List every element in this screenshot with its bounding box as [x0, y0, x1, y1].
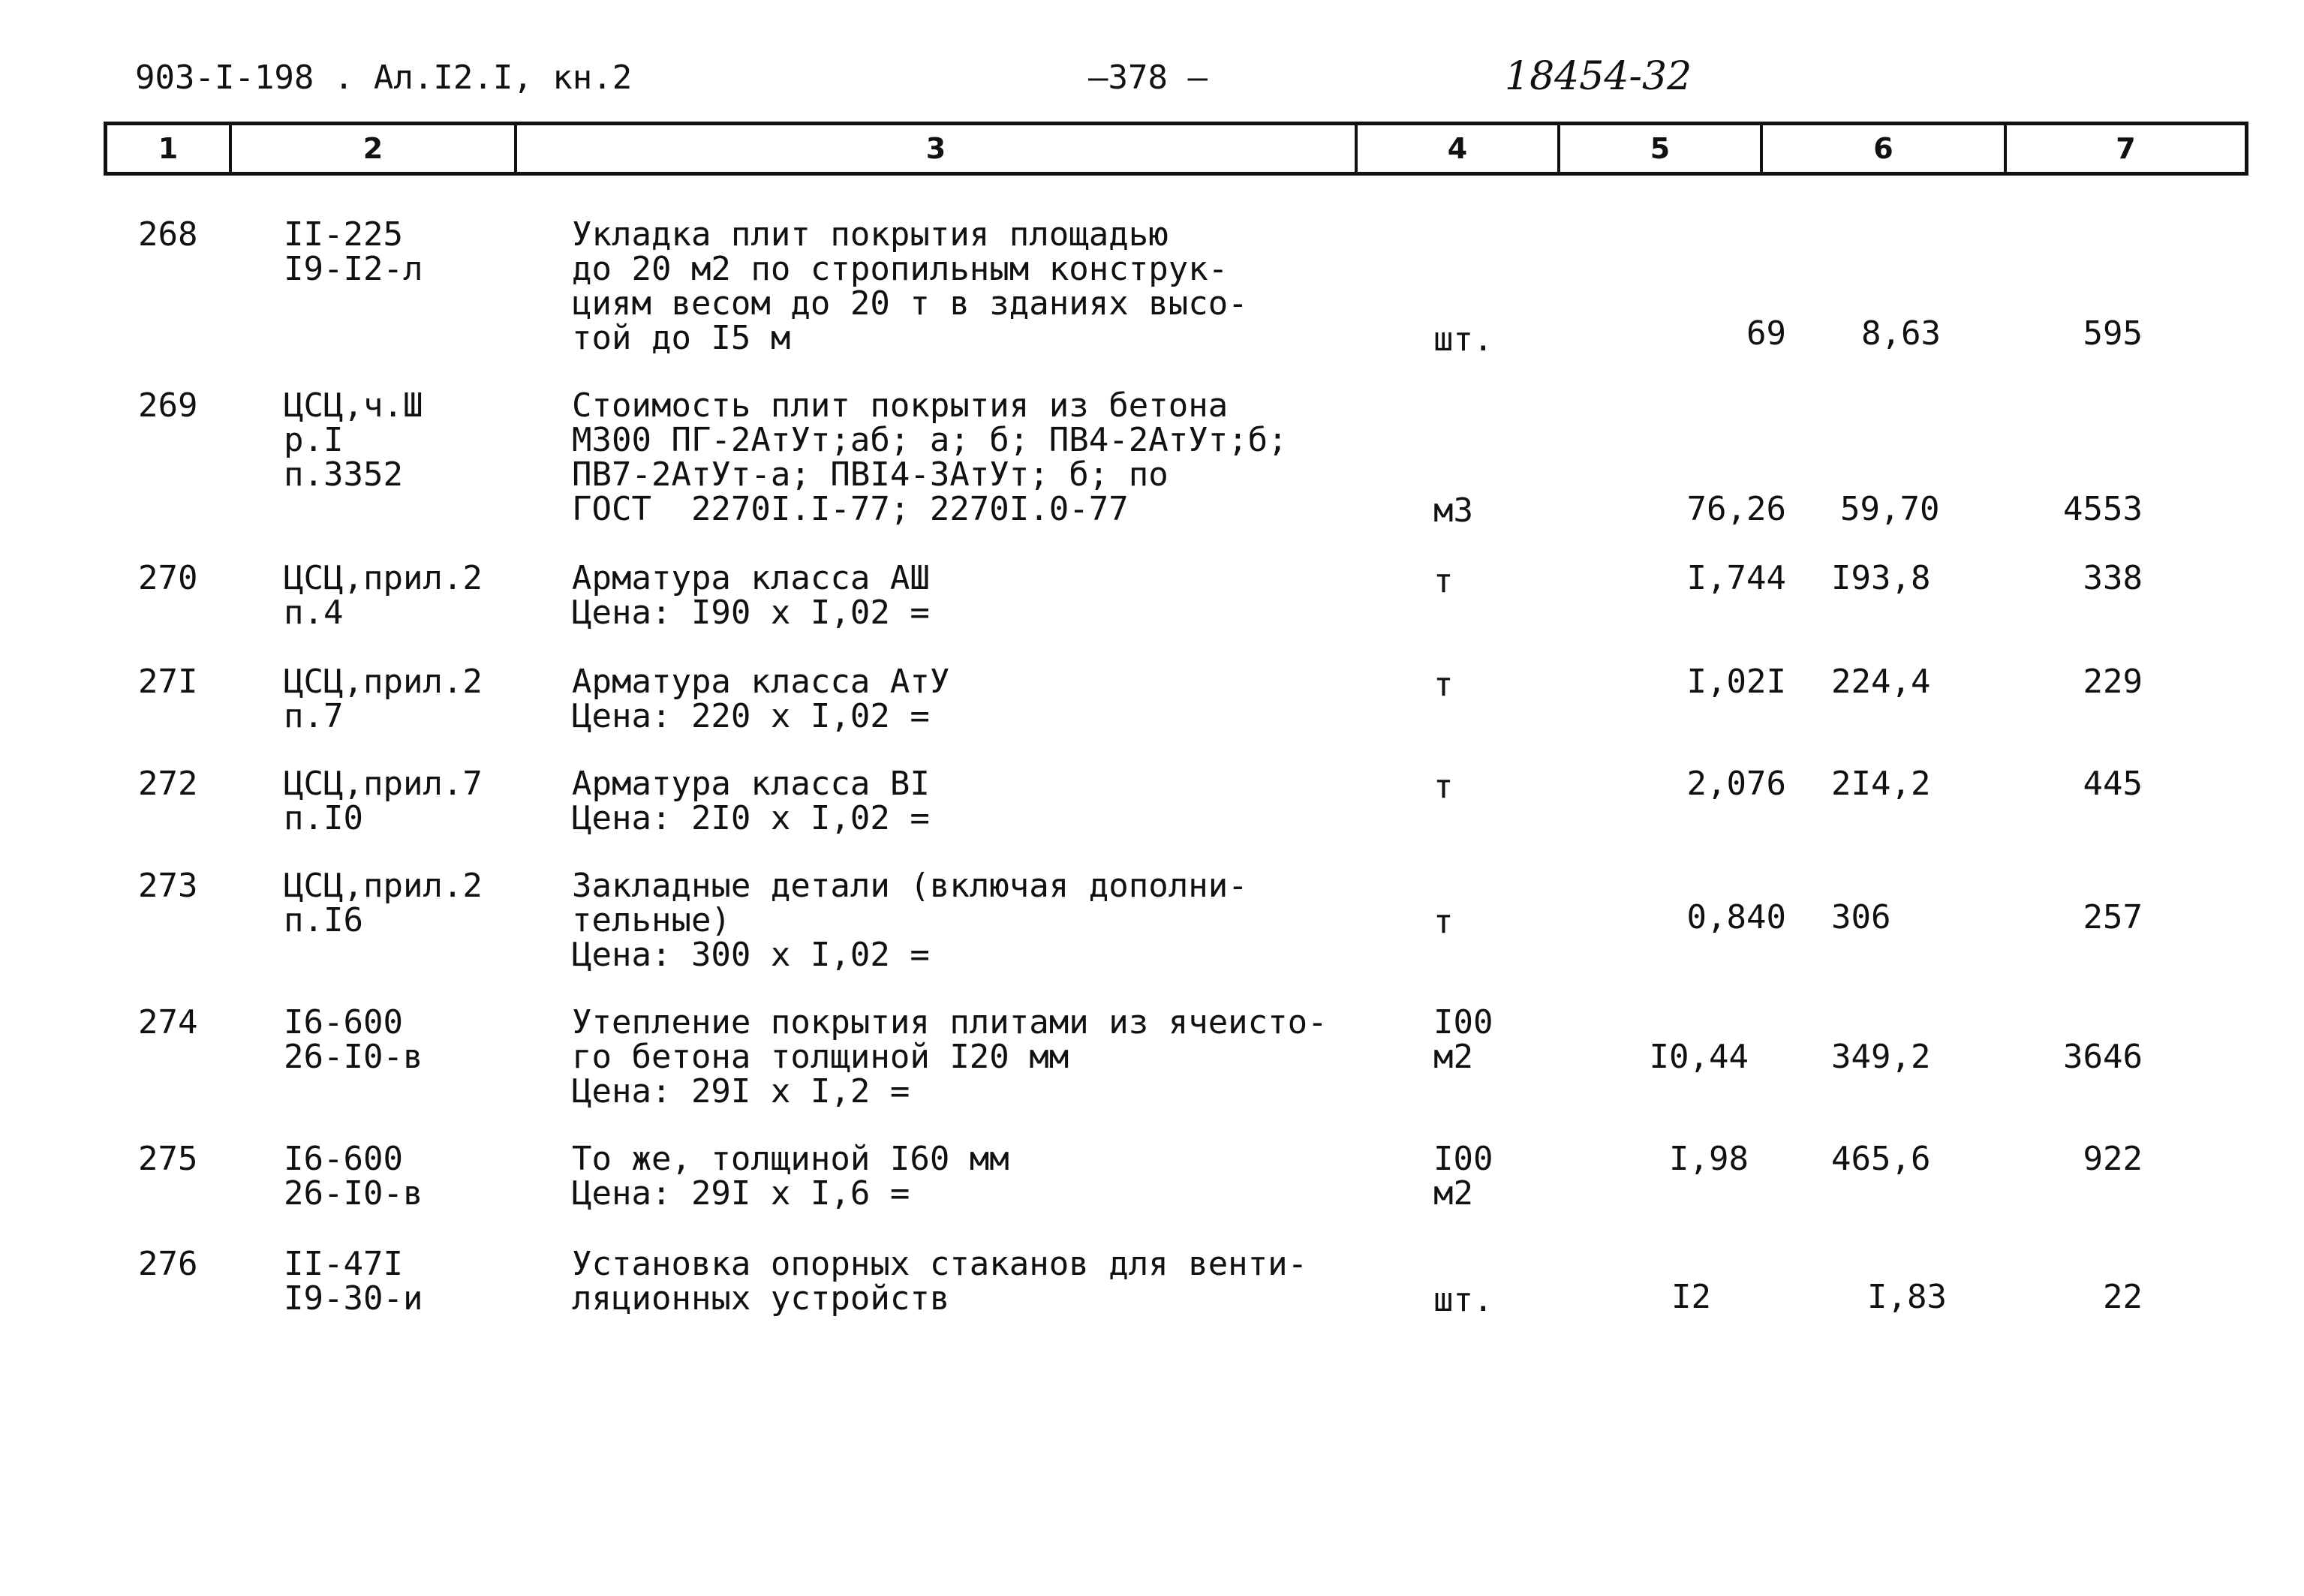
- row-total: 338: [2083, 559, 2143, 597]
- column-header-4: 4: [1358, 125, 1560, 172]
- row-total: 257: [2083, 898, 2143, 936]
- row-price: 8,63: [1861, 314, 1941, 353]
- column-header-2: 2: [232, 125, 517, 172]
- row-number: 273: [138, 867, 198, 905]
- row-quantity: I,02I: [1686, 663, 1786, 701]
- row-quantity: 69: [1746, 314, 1786, 353]
- row-quantity: I2: [1671, 1278, 1711, 1316]
- column-header-row: [104, 122, 2248, 176]
- row-number: 276: [138, 1245, 198, 1283]
- row-number: 268: [138, 215, 198, 254]
- column-header-1: 1: [107, 125, 232, 172]
- row-quantity: I0,44: [1649, 1038, 1749, 1076]
- row-total: 922: [2083, 1140, 2143, 1178]
- row-total: 445: [2083, 765, 2143, 803]
- row-total: 4553: [2063, 490, 2143, 528]
- row-reference: ЦСЦ,прил.7 п.I0: [284, 765, 483, 837]
- row-price: 465,6: [1831, 1140, 1931, 1178]
- handwritten-number: 18454-32: [1505, 54, 1692, 99]
- row-price: I,83: [1867, 1278, 1947, 1316]
- row-price: I93,8: [1831, 559, 1931, 597]
- row-reference: II-225 I9-I2-л: [284, 215, 423, 288]
- row-unit: т: [1433, 562, 1454, 600]
- row-price: 349,2: [1831, 1038, 1931, 1076]
- row-description: То же, толщиной I60 мм Цена: 29I х I,6 =: [572, 1140, 1009, 1213]
- row-description: Арматура класса АтУ Цена: 220 х I,02 =: [572, 663, 950, 735]
- row-price: 59,70: [1840, 490, 1940, 528]
- row-description: Арматура класса ВI Цена: 2I0 х I,02 =: [572, 765, 930, 837]
- row-quantity: I,744: [1686, 559, 1786, 597]
- row-unit: т: [1433, 768, 1454, 806]
- row-total: 229: [2083, 663, 2143, 701]
- row-quantity: 76,26: [1686, 490, 1786, 528]
- row-number: 27I: [138, 663, 198, 701]
- row-unit: I00 м2: [1433, 1140, 1493, 1213]
- row-unit: шт.: [1433, 320, 1493, 359]
- row-number: 269: [138, 386, 198, 425]
- row-description: Утепление покрытия плитами из ячеисто- го бетона толщиной I20 мм Цена: 29I х I,2 =: [572, 1003, 1328, 1111]
- row-reference: I6-600 26-I0-в: [284, 1003, 423, 1076]
- row-description: Закладные детали (включая дополни- тельные) Цена: 300 х I,02 =: [572, 867, 1248, 974]
- row-reference: I6-600 26-I0-в: [284, 1140, 423, 1213]
- page-number: —378 —: [1088, 59, 1208, 97]
- column-header-6: 6: [1763, 125, 2007, 172]
- row-description: Стоимость плит покрытия из бетона М300 ПГ-2АтУт;аб; а; б; ПВ4-2АтУт;б; ПВ7-2АтУт-а; ПВI4-3АтУт; б; по ГОСТ 2270I.I-77; 2270I.0-77: [572, 386, 1288, 528]
- row-description: Укладка плит покрытия площадью до 20 м2 по стропильным конструк- циям весом до 20 т в зданиях высо- той до I5 м: [572, 215, 1248, 357]
- row-quantity: I,98: [1669, 1140, 1749, 1178]
- row-description: Установка опорных стаканов для венти- ляционных устройств: [572, 1245, 1308, 1318]
- row-reference: ЦСЦ,прил.2 п.I6: [284, 867, 483, 939]
- row-description: Арматура класса АШ Цена: I90 х I,02 =: [572, 559, 930, 632]
- row-unit: м3: [1433, 491, 1473, 530]
- row-unit: I00 м2: [1433, 1003, 1493, 1076]
- column-header-5: 5: [1560, 125, 1763, 172]
- row-unit: т: [1433, 903, 1454, 941]
- row-number: 270: [138, 559, 198, 597]
- row-price: 2I4,2: [1831, 765, 1931, 803]
- row-reference: ЦСЦ,прил.2 п.7: [284, 663, 483, 735]
- column-header-7: 7: [2116, 132, 2136, 165]
- column-header-3: 3: [517, 125, 1358, 172]
- row-total: 595: [2083, 314, 2143, 353]
- row-quantity: 0,840: [1686, 898, 1786, 936]
- row-unit: т: [1433, 666, 1454, 704]
- row-quantity: 2,076: [1686, 765, 1786, 803]
- row-number: 275: [138, 1140, 198, 1178]
- row-price: 224,4: [1831, 663, 1931, 701]
- row-number: 274: [138, 1003, 198, 1041]
- document-code: 903-I-198 . Ал.I2.I, кн.2: [135, 59, 633, 97]
- row-total: 22: [2103, 1278, 2143, 1316]
- row-total: 3646: [2063, 1038, 2143, 1076]
- row-price: 306: [1831, 898, 1891, 936]
- row-number: 272: [138, 765, 198, 803]
- row-reference: II-47I I9-30-и: [284, 1245, 423, 1318]
- row-reference: ЦСЦ,ч.Ш р.I п.3352: [284, 386, 423, 494]
- row-reference: ЦСЦ,прил.2 п.4: [284, 559, 483, 632]
- row-unit: шт.: [1433, 1281, 1493, 1319]
